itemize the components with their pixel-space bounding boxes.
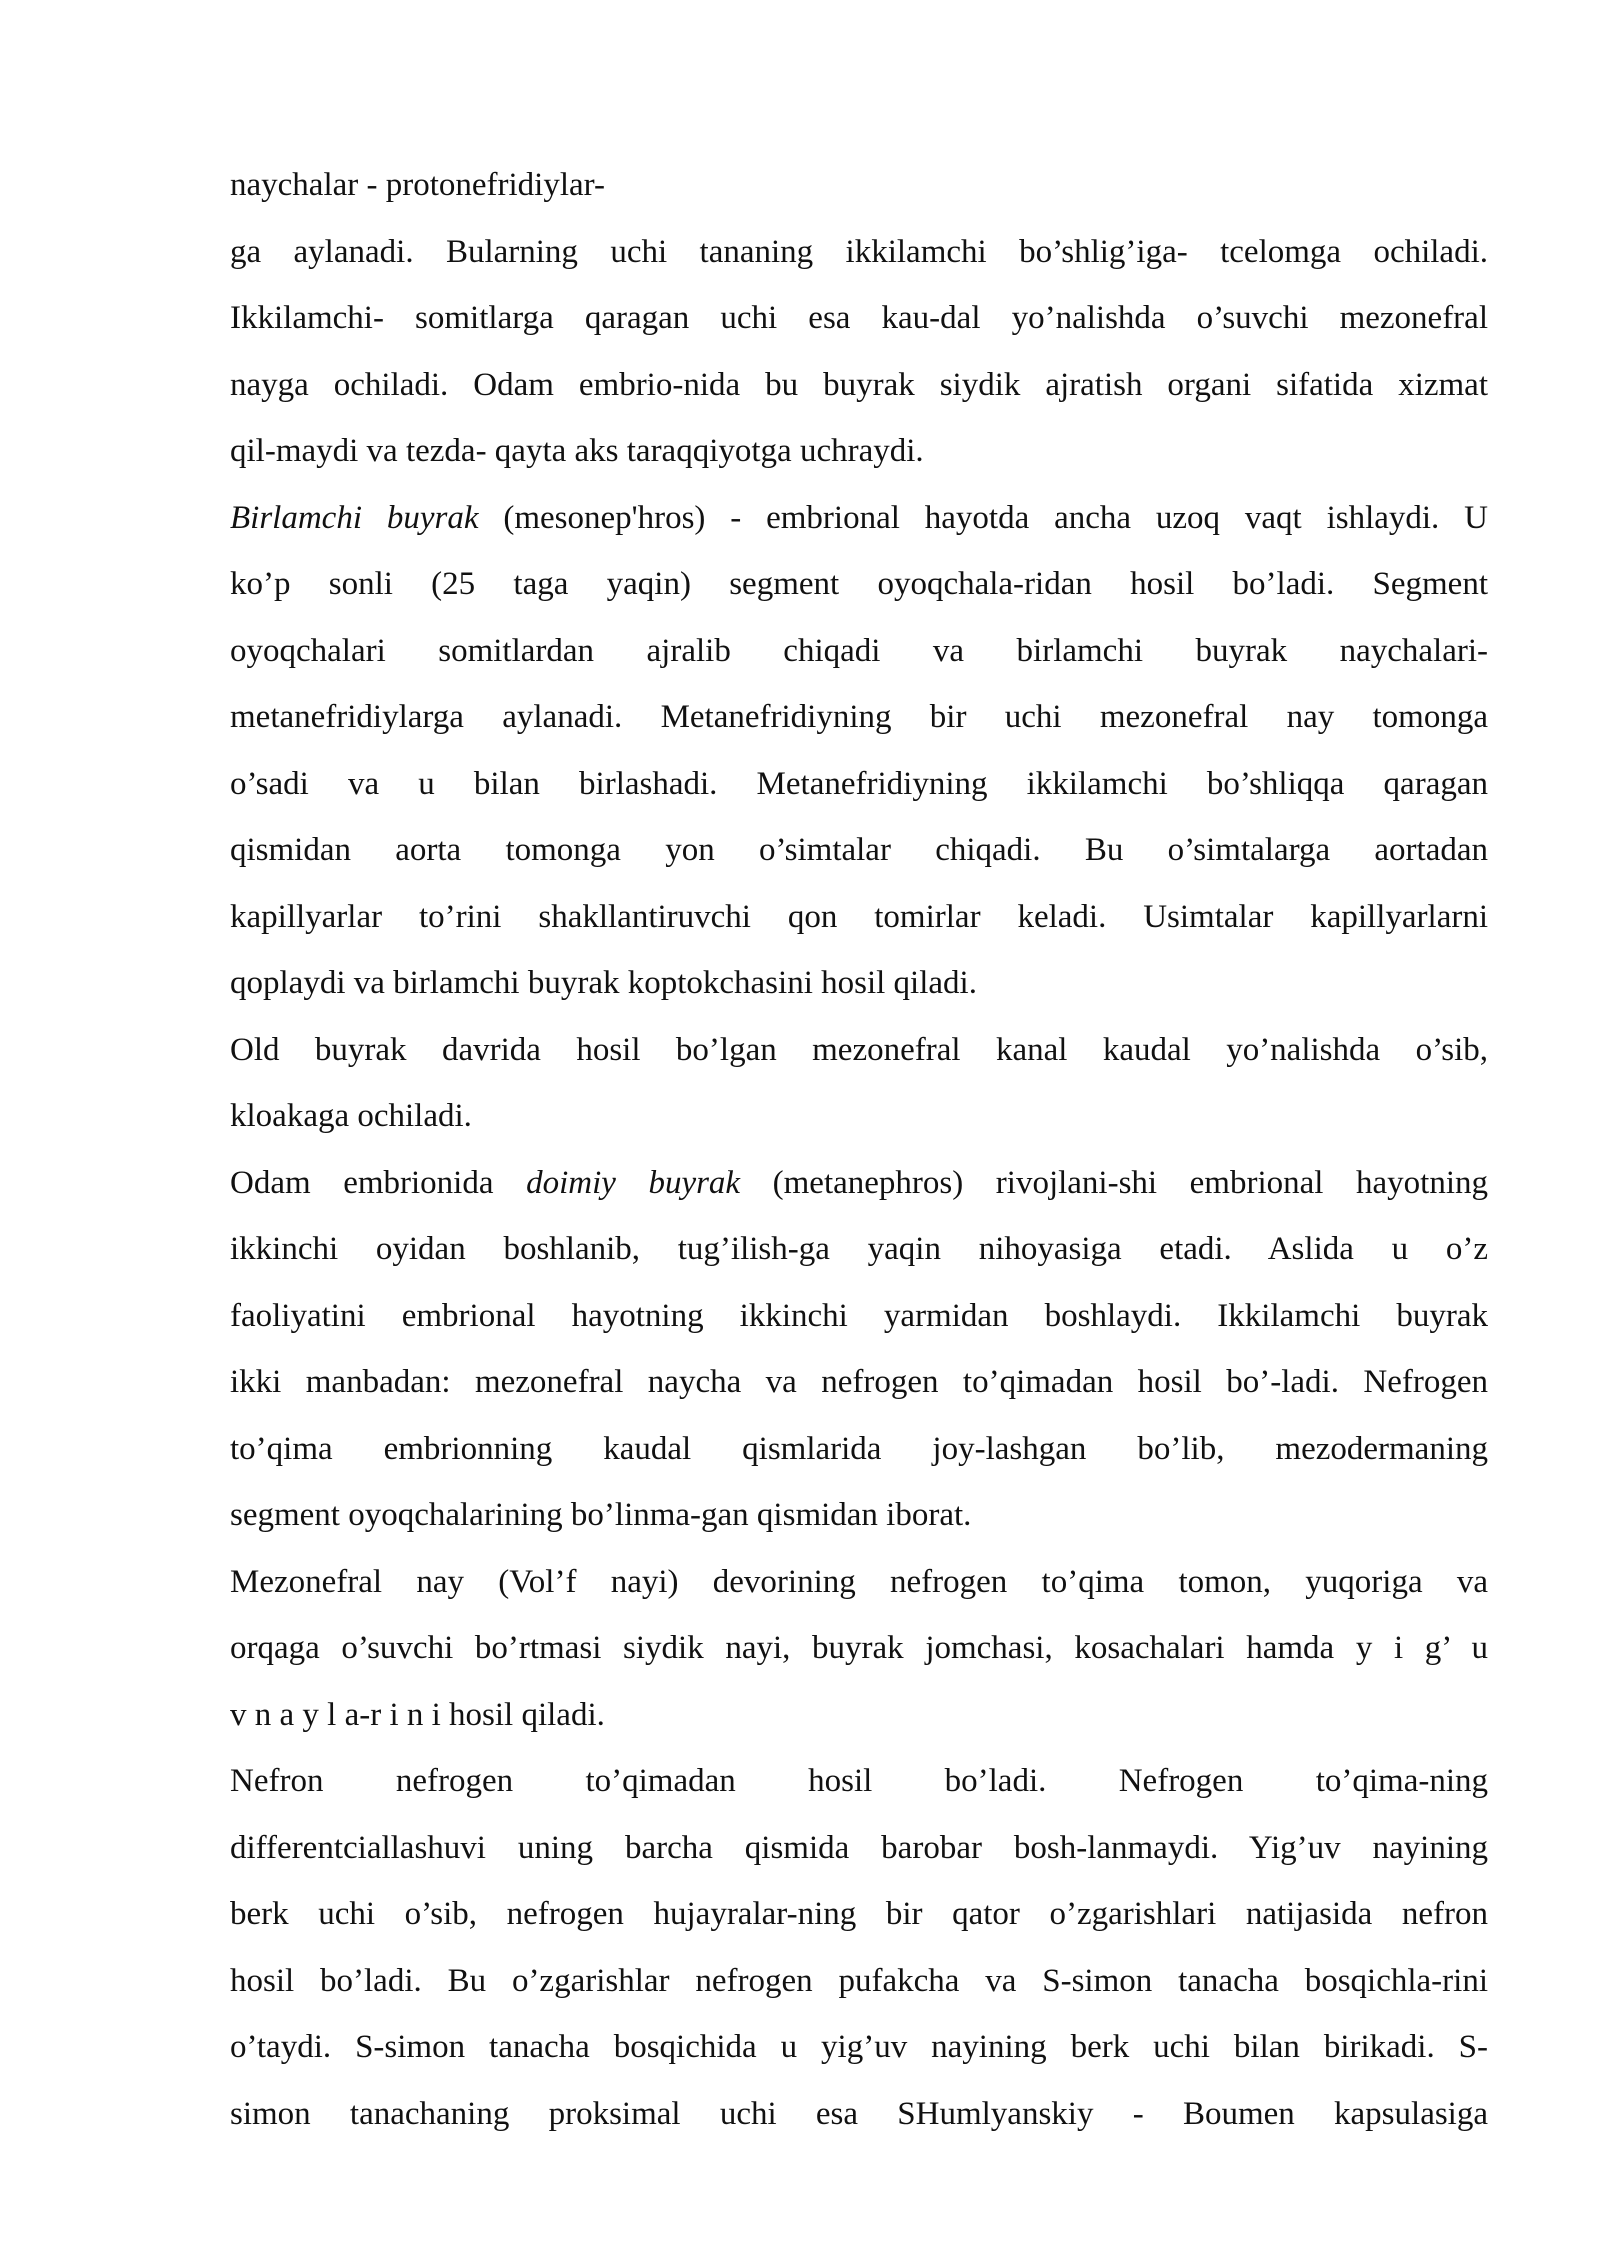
paragraph xyxy=(230,485,1488,1017)
text-line xyxy=(230,1283,1488,1350)
text-line xyxy=(230,1150,1488,1217)
text-line xyxy=(230,418,1488,485)
text-line xyxy=(230,551,1488,618)
line-prefix: Odam embrionida xyxy=(230,1164,527,1201)
text-line xyxy=(230,285,1488,352)
line-text: (metanephros) rivojlani-shi embrional hayotning xyxy=(740,1164,1488,1201)
italic-term: doimiy buyrak xyxy=(526,1164,741,1201)
text-line xyxy=(230,2081,1488,2148)
line-text: simon tanachaning proksimal uchi esa SHumlyanskiy - Boumen kapsulasiga xyxy=(230,2095,1488,2132)
line-text: ikki manbadan: mezonefral naycha va nefrogen to’qimadan hosil bo’-ladi. Nefrogen xyxy=(230,1364,1488,1400)
line-text: ga aylanadi. Bularning uchi tananing ikkilamchi bo’shlig’iga- tcelomga ochiladi. xyxy=(230,233,1488,270)
line-text: ikkinchi oyidan boshlanib, tug’ilish-ga yaqin nihoyasiga etadi. Aslida u o’z xyxy=(230,1231,1488,1267)
text-line xyxy=(230,1549,1488,1616)
text-line xyxy=(230,152,1488,219)
text-line xyxy=(230,1615,1488,1682)
line-text: Nefron nefrogen to’qimadan hosil bo’ladi. Nefrogen to’qima-ning xyxy=(230,1763,1488,1799)
text-line xyxy=(230,950,1488,1017)
text-line xyxy=(230,1948,1488,2015)
line-text: Old buyrak davrida hosil bo’lgan mezonefral kanal kaudal yo’nalishda o’sib, xyxy=(230,1031,1488,1068)
text-line xyxy=(230,485,1488,552)
line-text: qoplaydi va birlamchi buyrak koptokchasini hosil qiladi. xyxy=(230,965,977,1001)
paragraph xyxy=(230,1017,1488,1150)
text-line xyxy=(230,1815,1488,1882)
text-line xyxy=(230,1083,1488,1150)
line-text: hosil bo’ladi. Bu o’zgarishlar nefrogen pufakcha va S-simon tanacha bosqichla-rini xyxy=(230,1962,1488,1999)
paragraph xyxy=(230,1748,1488,2147)
line-text: v n a y l a-r i n i hosil qiladi. xyxy=(230,1696,605,1733)
text-line xyxy=(230,817,1488,884)
text-line xyxy=(230,1748,1488,1815)
line-text: o’taydi. S-simon tanacha bosqichida u yig’uv nayining berk uchi bilan birikadi. S- xyxy=(230,2029,1488,2065)
paragraph xyxy=(230,1549,1488,1749)
text-line xyxy=(230,1682,1488,1749)
text-line xyxy=(230,1881,1488,1948)
text-line xyxy=(230,1349,1488,1416)
line-text: oyoqchalari somitlardan ajralib chiqadi va birlamchi buyrak naychalari- xyxy=(230,632,1488,669)
line-text: to’qima embrionning kaudal qismlarida joy-lashgan bo’lib, mezodermaning xyxy=(230,1430,1488,1467)
line-text: qismidan aorta tomonga yon o’simtalar chiqadi. Bu o’simtalarga aortadan xyxy=(230,832,1488,868)
text-line xyxy=(230,1017,1488,1084)
line-text: Ikkilamchi- somitlarga qaragan uchi esa kau-dal yo’nalishda o’suvchi mezonefral xyxy=(230,300,1488,336)
line-text: kapillyarlar to’rini shakllantiruvchi qon tomirlar keladi. Usimtalar kapillyarlarni xyxy=(230,898,1488,935)
line-text: naychalar - protonefridiylar- xyxy=(230,167,605,203)
text-line xyxy=(230,1216,1488,1283)
line-text: orqaga o’suvchi bo’rtmasi siydik nayi, buyrak jomchasi, kosachalari hamda y i g’ u xyxy=(230,1630,1488,1666)
text-line xyxy=(230,1482,1488,1549)
paragraph xyxy=(230,1150,1488,1549)
line-text: o’sadi va u bilan birlashadi. Metanefridiyning ikkilamchi bo’shliqqa qaragan xyxy=(230,765,1488,802)
document-page xyxy=(230,152,1488,2147)
text-line xyxy=(230,2014,1488,2081)
line-text: berk uchi o’sib, nefrogen hujayralar-ning bir qator o’zgarishlari natijasida nefron xyxy=(230,1896,1488,1932)
line-text: Mezonefral nay (Vol’f nayi) devorining nefrogen to’qima tomon, yuqoriga va xyxy=(230,1563,1488,1600)
text-line xyxy=(230,751,1488,818)
text-line xyxy=(230,219,1488,286)
line-text: metanefridiylarga aylanadi. Metanefridiyning bir uchi mezonefral nay tomonga xyxy=(230,699,1488,735)
text-line xyxy=(230,352,1488,419)
line-text: qil-maydi va tezda- qayta aks taraqqiyotga uchraydi. xyxy=(230,433,924,469)
line-text: kloakaga ochiladi. xyxy=(230,1098,472,1134)
line-text: segment oyoqchalarining bo’linma-gan qismidan iborat. xyxy=(230,1497,972,1533)
line-text: faoliyatini embrional hayotning ikkinchi yarmidan boshlaydi. Ikkilamchi buyrak xyxy=(230,1297,1488,1334)
line-text: (mesonep'hros) - embrional hayotda ancha uzoq vaqt ishlaydi. U xyxy=(478,499,1488,536)
italic-term: Birlamchi buyrak xyxy=(230,499,479,536)
text-line xyxy=(230,1416,1488,1483)
paragraph xyxy=(230,152,1488,485)
line-text: differentciallashuvi uning barcha qismida barobar bosh-lanmaydi. Yig’uv nayining xyxy=(230,1829,1488,1866)
text-line xyxy=(230,618,1488,685)
line-text: ko’p sonli (25 taga yaqin) segment oyoqchala-ridan hosil bo’ladi. Segment xyxy=(230,566,1488,602)
text-line xyxy=(230,884,1488,951)
text-line xyxy=(230,684,1488,751)
line-text: nayga ochiladi. Odam embrio-nida bu buyrak siydik ajratish organi sifatida xizmat xyxy=(230,366,1488,403)
